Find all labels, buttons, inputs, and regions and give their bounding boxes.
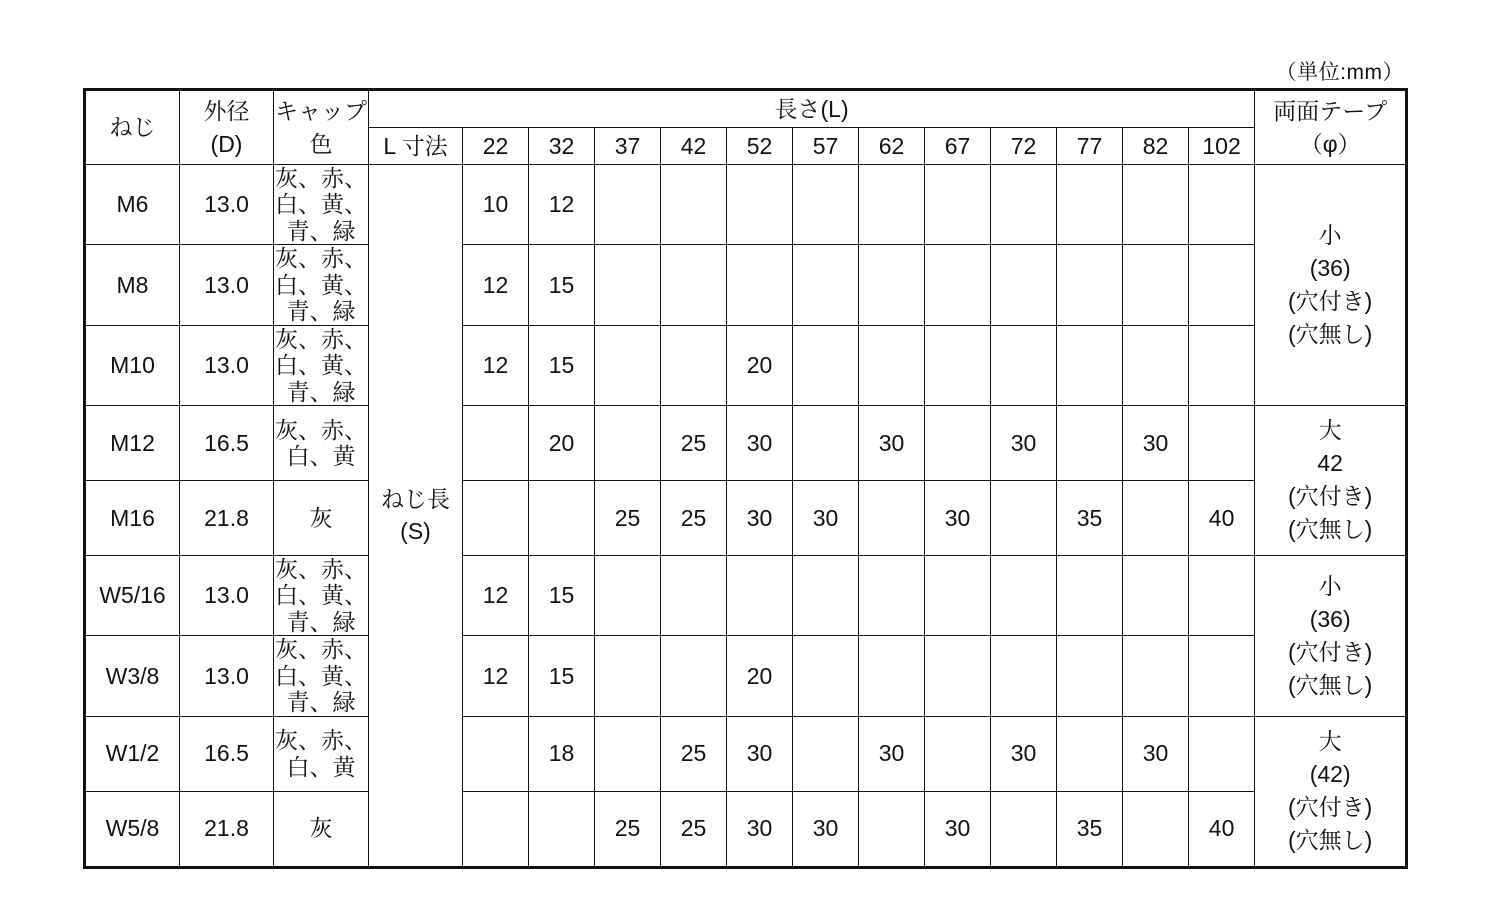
thread-length-value	[991, 555, 1057, 635]
thread-length-value: 12	[463, 636, 529, 716]
thread-length-value: 30	[859, 716, 925, 791]
tape-line: (穴無し)	[1288, 320, 1373, 347]
header-length-52: 52	[727, 128, 793, 165]
cap-color-line: 灰、赤、	[275, 245, 367, 272]
header-length-67: 67	[925, 128, 991, 165]
tape-line: (穴付き)	[1288, 483, 1373, 510]
thread-length-value: 15	[529, 245, 595, 325]
thread-length-value	[793, 165, 859, 245]
thread-length-value	[661, 636, 727, 716]
header-diameter-line2: (D)	[210, 130, 243, 157]
thread-length-value: 30	[991, 716, 1057, 791]
header-l-dim: L 寸法	[369, 128, 463, 165]
thread-length-value	[463, 716, 529, 791]
thread-length-value	[1189, 245, 1255, 325]
thread-length-value	[595, 325, 661, 405]
header-cap-color	[274, 90, 369, 165]
thread-length-value: 12	[463, 555, 529, 635]
thread-length-value: 30	[925, 791, 991, 867]
thread-length-value: 30	[859, 405, 925, 480]
table-body	[85, 90, 1407, 868]
thread-length-value	[859, 636, 925, 716]
thread-length-value	[1189, 325, 1255, 405]
thread-length-value	[1189, 555, 1255, 635]
tape-line: 小	[1318, 572, 1342, 599]
thread-length-value	[1123, 325, 1189, 405]
thread-length-value	[1189, 165, 1255, 245]
thread-length-value	[793, 716, 859, 791]
thread-length-value: 30	[1123, 716, 1189, 791]
cap-color-line: 青、緑	[286, 217, 356, 244]
thread-length-value	[1189, 716, 1255, 791]
thread-length-value: 20	[727, 636, 793, 716]
cap-color-line: 灰、赤、	[275, 727, 367, 754]
screw-cell: W5/8	[85, 791, 180, 867]
thread-length-value	[925, 555, 991, 635]
diameter-cell: 13.0	[180, 555, 274, 635]
thread-length-value	[1123, 245, 1189, 325]
thread-length-value	[1123, 636, 1189, 716]
thread-length-value	[727, 245, 793, 325]
thread-length-value	[925, 716, 991, 791]
header-row-1	[85, 90, 1407, 128]
tape-line: (36)	[1309, 605, 1351, 632]
thread-length-value	[463, 791, 529, 867]
tape-cell	[1255, 716, 1407, 867]
cap-color-line: 白、黄、	[275, 582, 367, 609]
tape-cell	[1255, 405, 1407, 555]
thread-length-value: 10	[463, 165, 529, 245]
thread-length-value	[925, 165, 991, 245]
cap-color-line: 白、黄、	[275, 191, 367, 218]
thread-length-value	[925, 245, 991, 325]
thread-length-value: 30	[1123, 405, 1189, 480]
header-cap-color-line1: キャップ	[275, 97, 367, 124]
header-length-72: 72	[991, 128, 1057, 165]
thread-length-value: 30	[925, 480, 991, 555]
thread-length-value	[1057, 636, 1123, 716]
thread-length-value	[1057, 245, 1123, 325]
cap-color-cell	[274, 245, 369, 325]
cap-color-line: 灰、赤、	[275, 165, 367, 191]
cap-color-line: 灰、赤、	[275, 555, 367, 582]
thread-length-value	[1123, 555, 1189, 635]
thread-length-value	[925, 325, 991, 405]
header-length-82: 82	[1123, 128, 1189, 165]
tape-line: (穴付き)	[1288, 794, 1373, 821]
tape-line: 大	[1318, 728, 1342, 755]
cap-color-line: 青、緑	[286, 689, 356, 716]
cap-color-cell	[274, 325, 369, 405]
diameter-cell: 16.5	[180, 405, 274, 480]
diameter-cell: 13.0	[180, 636, 274, 716]
thread-length-value: 30	[793, 480, 859, 555]
header-length-57: 57	[793, 128, 859, 165]
cap-color-line: 青、緑	[286, 608, 356, 635]
thread-length-value	[595, 716, 661, 791]
tape-line: (穴付き)	[1288, 638, 1373, 665]
thread-length-value: 40	[1189, 791, 1255, 867]
thread-length-value	[463, 405, 529, 480]
thread-length-value: 20	[727, 325, 793, 405]
thread-length-value	[991, 325, 1057, 405]
thread-length-value	[661, 325, 727, 405]
tape-line: (穴無し)	[1288, 516, 1373, 543]
screw-cell: W3/8	[85, 636, 180, 716]
unit-note: （単位:mm）	[1275, 61, 1404, 84]
thread-length-value	[661, 245, 727, 325]
thread-length-value	[595, 245, 661, 325]
header-length-32: 32	[529, 128, 595, 165]
thread-length-value	[793, 636, 859, 716]
thread-length-value: 20	[529, 405, 595, 480]
tape-line: (42)	[1309, 761, 1351, 788]
thread-length-value	[463, 480, 529, 555]
cap-color-line: 灰	[309, 815, 333, 842]
thread-length-value	[595, 405, 661, 480]
table-row	[85, 555, 1407, 635]
thread-length-value	[1057, 555, 1123, 635]
thread-length-value: 25	[661, 791, 727, 867]
cap-color-cell	[274, 791, 369, 867]
header-length-group: 長さ(L)	[369, 90, 1255, 128]
diameter-cell: 21.8	[180, 791, 274, 867]
header-screw: ねじ	[85, 90, 180, 165]
thread-length-value	[727, 165, 793, 245]
cap-color-line: 灰、赤、	[275, 325, 367, 352]
thread-length-value	[793, 245, 859, 325]
thread-length-value	[1057, 716, 1123, 791]
thread-length-value	[1189, 405, 1255, 480]
table-row	[85, 325, 1407, 405]
header-length-102: 102	[1189, 128, 1255, 165]
tape-line: 大	[1318, 417, 1342, 444]
screw-cell: M12	[85, 405, 180, 480]
thread-length-value: 15	[529, 325, 595, 405]
thread-length-value: 35	[1057, 791, 1123, 867]
thread-length-label-line: (S)	[400, 518, 431, 545]
table-row	[85, 245, 1407, 325]
thread-length-value	[595, 555, 661, 635]
header-length-42: 42	[661, 128, 727, 165]
screw-cell: W1/2	[85, 716, 180, 791]
thread-length-value	[991, 636, 1057, 716]
thread-length-value	[925, 405, 991, 480]
header-diameter	[180, 90, 274, 165]
thread-length-value: 30	[727, 405, 793, 480]
thread-length-value	[529, 480, 595, 555]
thread-length-value	[991, 480, 1057, 555]
thread-length-value: 25	[595, 480, 661, 555]
screw-cell: M6	[85, 165, 180, 245]
screw-cell: W5/16	[85, 555, 180, 635]
thread-length-value	[661, 555, 727, 635]
thread-length-value	[529, 791, 595, 867]
thread-length-value: 12	[463, 325, 529, 405]
table-row	[85, 480, 1407, 555]
thread-length-value: 35	[1057, 480, 1123, 555]
screw-cell: M8	[85, 245, 180, 325]
thread-length-value: 25	[661, 716, 727, 791]
thread-length-value: 15	[529, 555, 595, 635]
thread-length-value	[991, 245, 1057, 325]
thread-length-value	[595, 636, 661, 716]
thread-length-value: 12	[529, 165, 595, 245]
thread-length-value	[1057, 165, 1123, 245]
header-tape-line2: （φ）	[1299, 130, 1361, 157]
thread-length-value	[1189, 636, 1255, 716]
header-tape	[1255, 90, 1407, 165]
thread-length-value	[859, 325, 925, 405]
thread-length-value	[859, 245, 925, 325]
cap-color-line: 灰	[309, 504, 333, 531]
cap-color-line: 白、黄	[286, 442, 356, 469]
cap-color-line: 青、緑	[286, 298, 356, 325]
cap-color-cell	[274, 555, 369, 635]
thread-length-value	[1057, 405, 1123, 480]
thread-length-value	[793, 555, 859, 635]
thread-length-value	[925, 636, 991, 716]
thread-length-value	[595, 165, 661, 245]
header-length-37: 37	[595, 128, 661, 165]
thread-length-value	[727, 555, 793, 635]
thread-length-cell	[369, 165, 463, 868]
thread-length-value	[859, 555, 925, 635]
screw-cell: M16	[85, 480, 180, 555]
cap-color-line: 白、黄、	[275, 271, 367, 298]
cap-color-line: 灰、赤、	[275, 636, 367, 663]
table-row	[85, 165, 1407, 245]
thread-length-value	[793, 325, 859, 405]
header-diameter-line1: 外径	[203, 97, 250, 124]
table-row	[85, 791, 1407, 867]
thread-length-value: 30	[991, 405, 1057, 480]
table-row	[85, 716, 1407, 791]
thread-length-value	[991, 791, 1057, 867]
table-row	[85, 636, 1407, 716]
tape-line: 小	[1318, 221, 1342, 248]
thread-length-value	[1123, 791, 1189, 867]
diameter-cell: 21.8	[180, 480, 274, 555]
diameter-cell: 13.0	[180, 245, 274, 325]
screw-cell: M10	[85, 325, 180, 405]
thread-length-value	[1123, 480, 1189, 555]
diameter-cell: 13.0	[180, 325, 274, 405]
tape-line: (36)	[1309, 254, 1351, 281]
thread-length-value	[991, 165, 1057, 245]
cap-color-line: 白、黄、	[275, 662, 367, 689]
thread-length-value: 30	[727, 716, 793, 791]
thread-length-value	[859, 791, 925, 867]
tape-cell	[1255, 555, 1407, 716]
thread-length-value	[661, 165, 727, 245]
header-length-77: 77	[1057, 128, 1123, 165]
tape-line: (穴無し)	[1288, 827, 1373, 854]
thread-length-value	[793, 405, 859, 480]
thread-length-value: 25	[595, 791, 661, 867]
header-cap-color-line2: 色	[309, 130, 333, 157]
diameter-cell: 16.5	[180, 716, 274, 791]
thread-length-value: 30	[727, 791, 793, 867]
cap-color-cell	[274, 405, 369, 480]
cap-color-cell	[274, 165, 369, 245]
thread-length-value	[859, 165, 925, 245]
header-tape-line1: 両面テープ	[1273, 97, 1388, 124]
thread-length-value: 25	[661, 405, 727, 480]
thread-length-label-line: ねじ長	[381, 486, 450, 513]
cap-color-line: 白、黄	[286, 753, 356, 780]
thread-length-value	[1123, 165, 1189, 245]
cap-color-line: 灰、赤、	[275, 416, 367, 443]
thread-length-value: 12	[463, 245, 529, 325]
thread-length-value: 15	[529, 636, 595, 716]
cap-color-cell	[274, 636, 369, 716]
tape-line: (穴無し)	[1288, 671, 1373, 698]
thread-length-value: 30	[793, 791, 859, 867]
thread-length-value: 40	[1189, 480, 1255, 555]
cap-color-cell	[274, 716, 369, 791]
thread-length-value: 18	[529, 716, 595, 791]
thread-length-value: 25	[661, 480, 727, 555]
tape-line: 42	[1317, 450, 1343, 477]
header-length-62: 62	[859, 128, 925, 165]
cap-color-cell	[274, 480, 369, 555]
cap-color-line: 青、緑	[286, 378, 356, 405]
thread-length-value	[859, 480, 925, 555]
diameter-cell: 13.0	[180, 165, 274, 245]
table-row	[85, 405, 1407, 480]
thread-length-value	[1057, 325, 1123, 405]
tape-cell	[1255, 165, 1407, 406]
header-length-22: 22	[463, 128, 529, 165]
tape-line: (穴付き)	[1288, 287, 1373, 314]
spec-table	[83, 88, 1408, 869]
thread-length-value: 30	[727, 480, 793, 555]
cap-color-line: 白、黄、	[275, 352, 367, 379]
